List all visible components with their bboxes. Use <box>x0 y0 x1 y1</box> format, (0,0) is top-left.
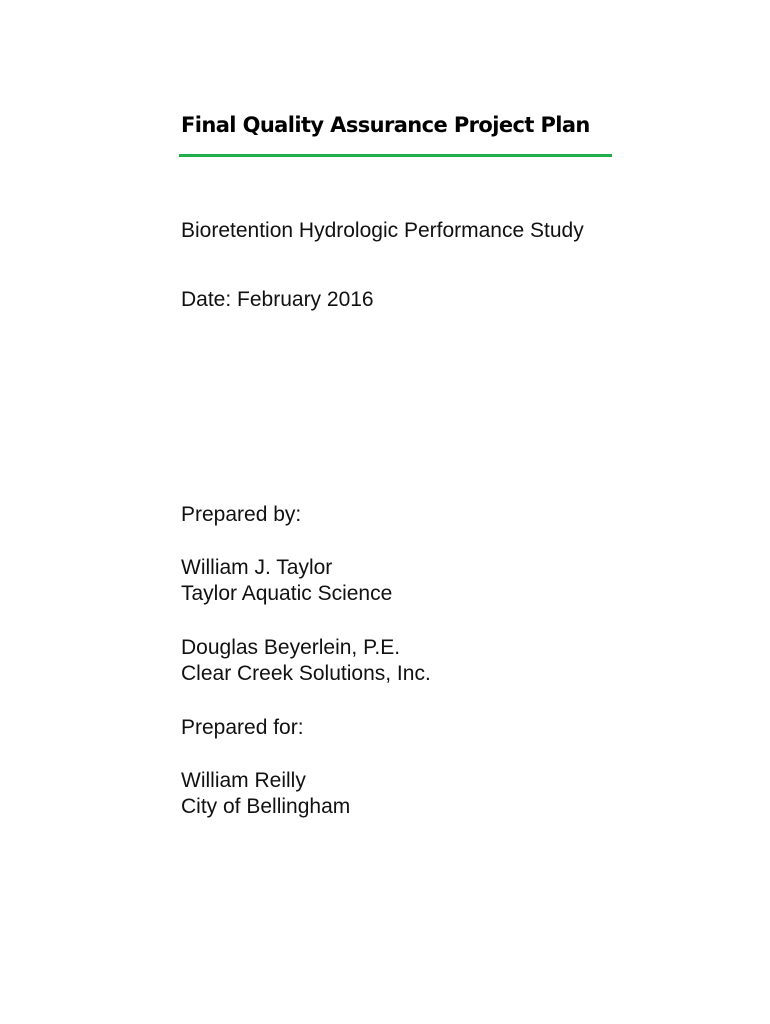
author-organization: Taylor Aquatic Science <box>181 582 393 605</box>
document-date: Date: February 2016 <box>181 288 374 311</box>
author-name: Douglas Beyerlein, P.E. <box>181 636 401 659</box>
author-organization: Clear Creek Solutions, Inc. <box>181 662 431 685</box>
prepared-for-label: Prepared for: <box>181 716 304 739</box>
document-title: Final Quality Assurance Project Plan <box>181 113 590 137</box>
recipient-name: William Reilly <box>181 769 306 792</box>
author-name: William J. Taylor <box>181 556 333 579</box>
title-underline-rule <box>179 154 612 157</box>
recipient-organization: City of Bellingham <box>181 795 351 818</box>
prepared-by-label: Prepared by: <box>181 503 302 526</box>
study-name: Bioretention Hydrologic Performance Study <box>181 219 584 242</box>
